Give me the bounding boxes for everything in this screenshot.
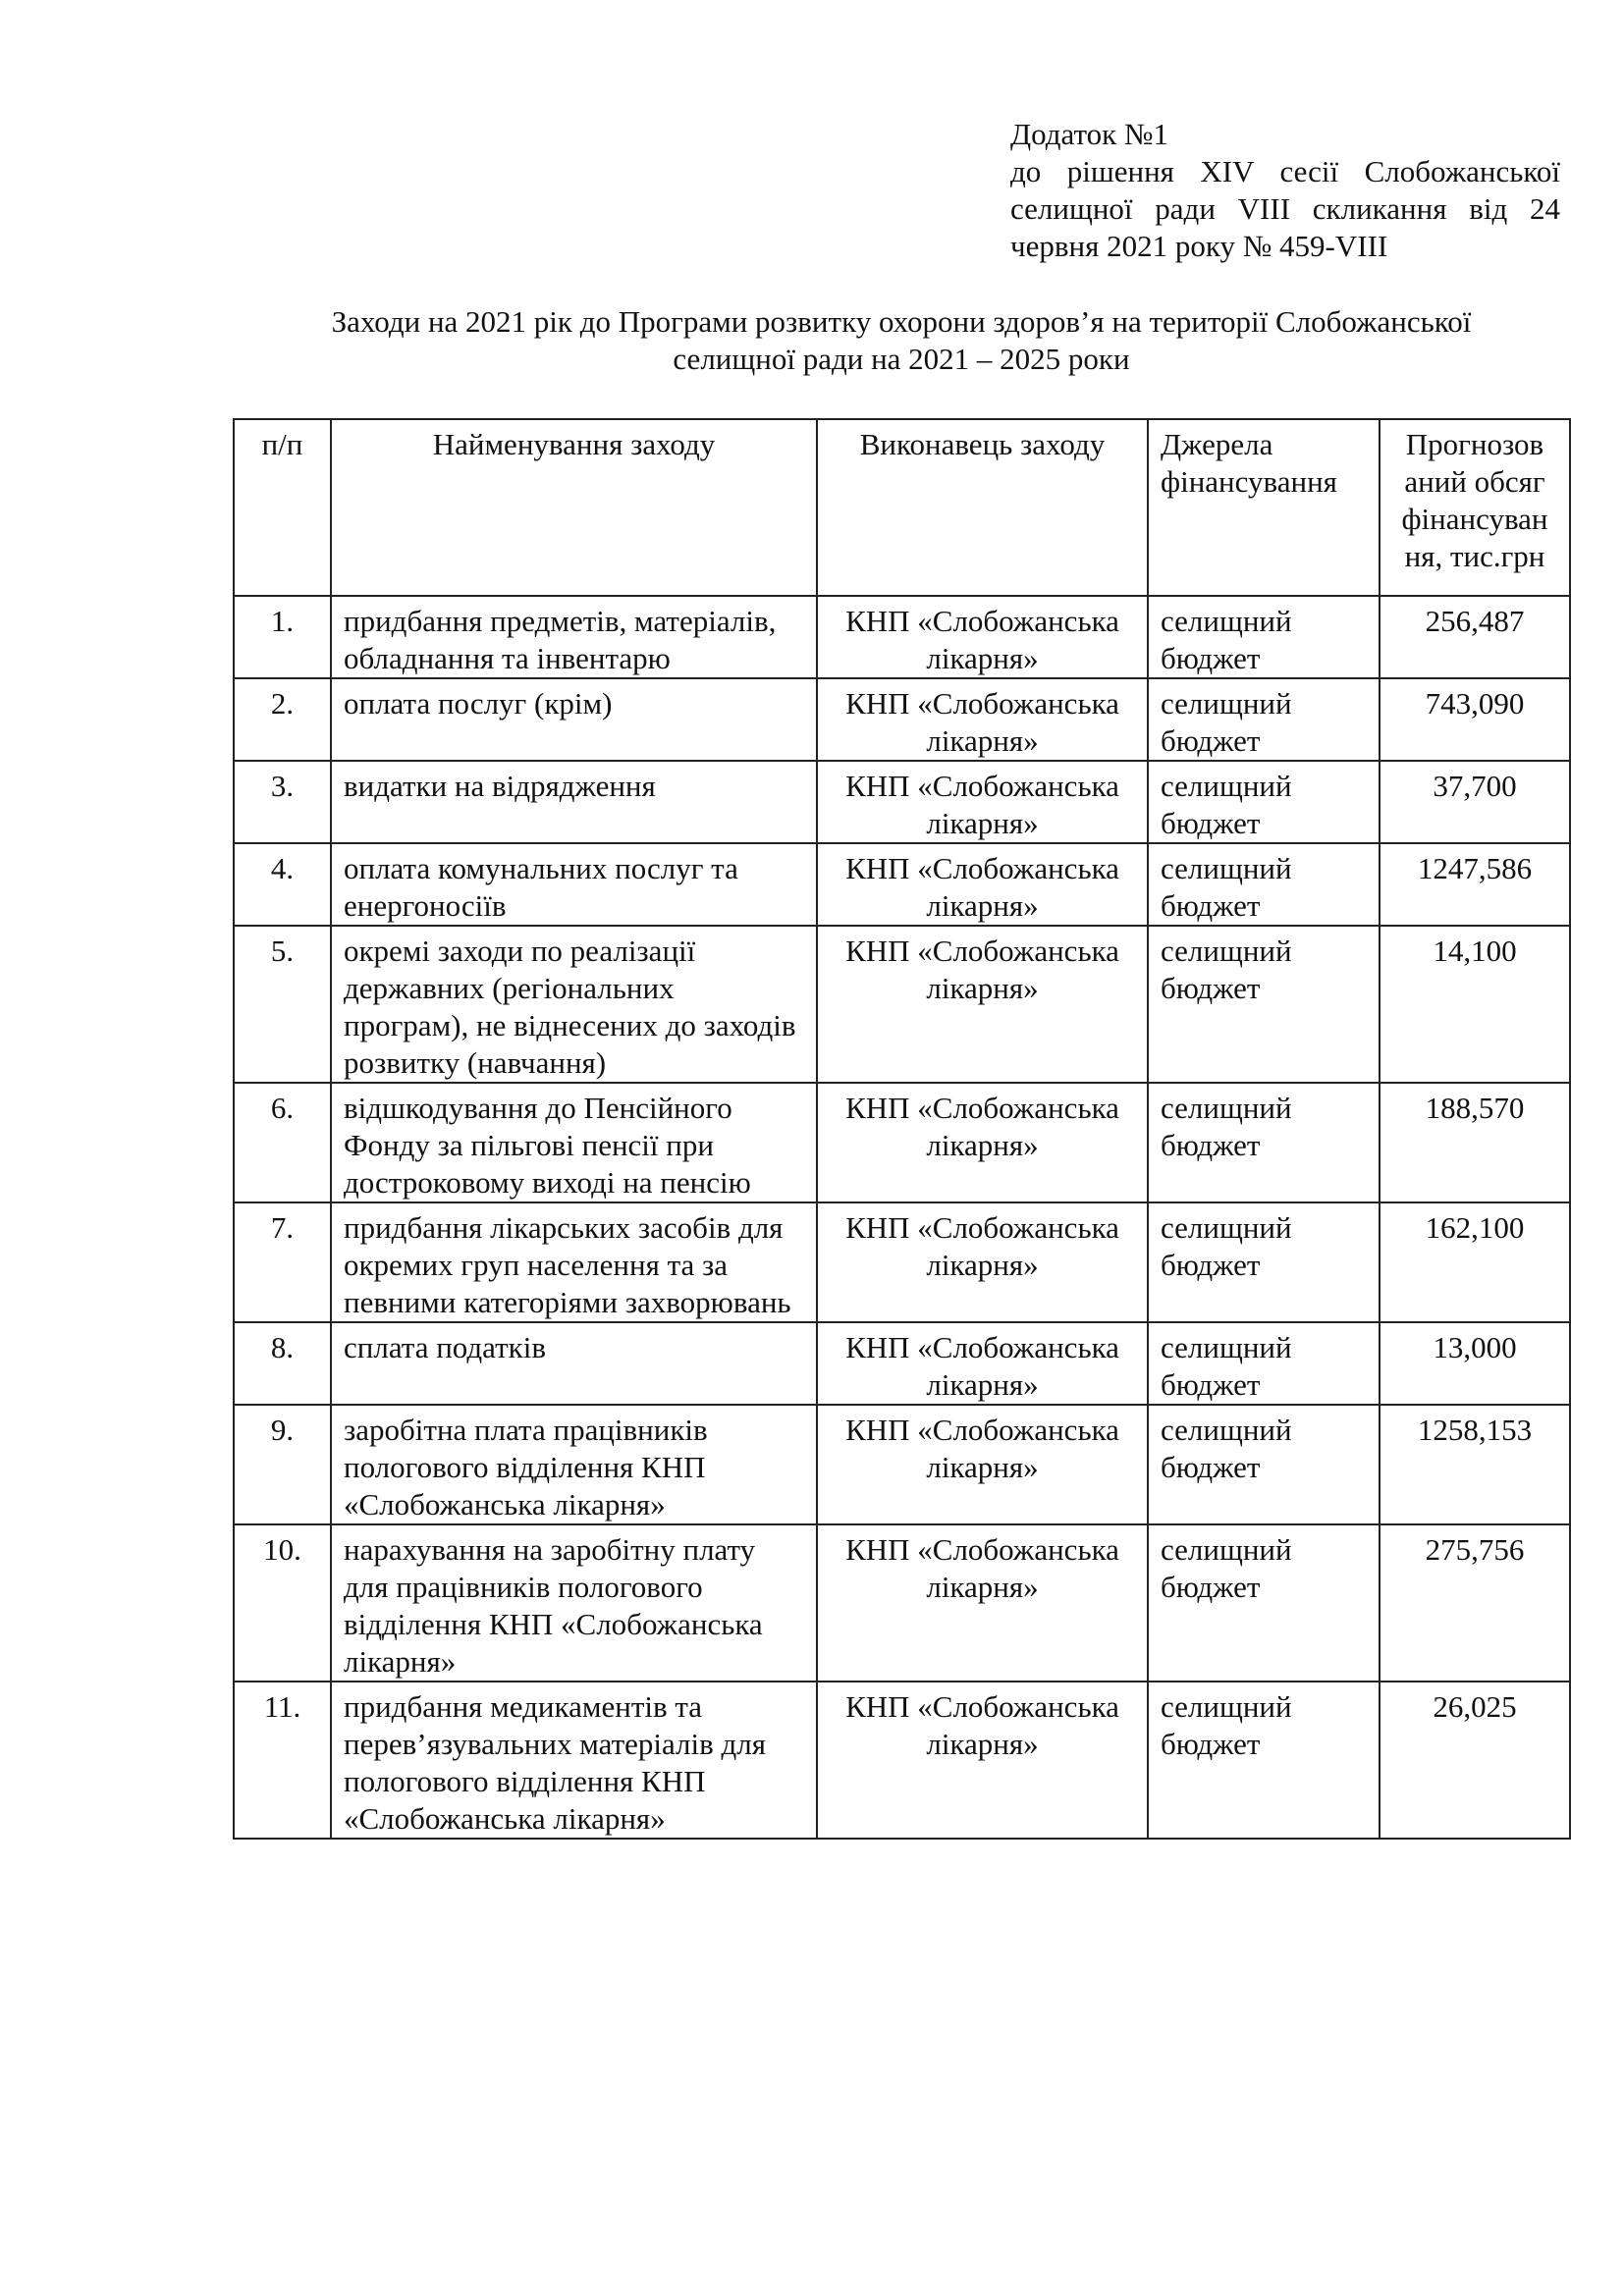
table-row [234, 596, 1570, 678]
row-executor: КНП «Слобожанська лікарня» [817, 1202, 1148, 1322]
row-source: селищний бюджет [1148, 843, 1380, 926]
row-executor: КНП «Слобожанська лікарня» [817, 1405, 1148, 1524]
row-source: селищний бюджет [1148, 596, 1380, 678]
row-executor: КНП «Слобожанська лікарня» [817, 926, 1148, 1083]
row-num: 3. [234, 761, 331, 843]
row-amount: 14,100 [1380, 926, 1570, 1083]
row-amount: 37,700 [1380, 761, 1570, 843]
row-executor: КНП «Слобожанська лікарня» [817, 678, 1148, 761]
row-source: селищний бюджет [1148, 1524, 1380, 1682]
row-executor: КНП «Слобожанська лікарня» [817, 1524, 1148, 1682]
row-name: придбання лікарських засобів для окремих груп населення та за певними категоріями захворювань [331, 1202, 817, 1322]
table-row [234, 1524, 1570, 1682]
row-num: 6. [234, 1083, 331, 1202]
row-num: 9. [234, 1405, 331, 1524]
row-amount: 13,000 [1380, 1322, 1570, 1405]
row-num: 1. [234, 596, 331, 678]
row-num: 4. [234, 843, 331, 926]
row-amount: 162,100 [1380, 1202, 1570, 1322]
row-num: 5. [234, 926, 331, 1083]
header-num: п/п [234, 419, 331, 596]
row-source: селищний бюджет [1148, 1322, 1380, 1405]
row-num: 11. [234, 1682, 331, 1839]
row-amount: 743,090 [1380, 678, 1570, 761]
row-name: оплата комунальних послуг та енергоносіїв [331, 843, 817, 926]
row-source: селищний бюджет [1148, 1202, 1380, 1322]
table-row [234, 1202, 1570, 1322]
row-name: відшкодування до Пенсійного Фонду за пільгові пенсії при достроковому виході на пенсію [331, 1083, 817, 1202]
table-row [234, 1083, 1570, 1202]
row-amount: 1258,153 [1380, 1405, 1570, 1524]
row-executor: КНП «Слобожанська лікарня» [817, 843, 1148, 926]
addendum-date-line: червня 2021 року № 459-VIII [1010, 229, 1388, 263]
row-name: сплата податків [331, 1322, 817, 1405]
row-executor: КНП «Слобожанська лікарня» [817, 1682, 1148, 1839]
row-amount: 26,025 [1380, 1682, 1570, 1839]
document-title-line-1: Заходи на 2021 рік до Програми розвитку охорони здоров’я на території Слобожанської [331, 304, 1472, 339]
row-name: заробітна плата працівників пологового відділення КНП «Слобожанська лікарня» [331, 1405, 817, 1524]
row-source: селищний бюджет [1148, 1405, 1380, 1524]
addendum-title: Додаток №1 [1010, 117, 1169, 151]
header-executor: Виконавець заходу [817, 419, 1148, 596]
row-num: 8. [234, 1322, 331, 1405]
table-row [234, 1682, 1570, 1839]
row-name: нарахування на заробітну плату для працівників пологового відділення КНП «Слобожанська лікарня» [331, 1524, 817, 1682]
document-title [234, 303, 1569, 378]
table-row [234, 678, 1570, 761]
row-amount: 256,487 [1380, 596, 1570, 678]
row-num: 2. [234, 678, 331, 761]
row-source: селищний бюджет [1148, 678, 1380, 761]
table-header-row [234, 419, 1570, 596]
row-amount: 1247,586 [1380, 843, 1570, 926]
row-name: придбання предметів, матеріалів, обладнання та інвентарю [331, 596, 817, 678]
row-executor: КНП «Слобожанська лікарня» [817, 1322, 1148, 1405]
addendum-decision-line: до рішення XIV сесії Слобожанської [1010, 154, 1560, 188]
row-num: 10. [234, 1524, 331, 1682]
row-amount: 275,756 [1380, 1524, 1570, 1682]
table-row [234, 1322, 1570, 1405]
row-executor: КНП «Слобожанська лікарня» [817, 596, 1148, 678]
header-name: Найменування заходу [331, 419, 817, 596]
header-source: Джерела фінансування [1148, 419, 1380, 596]
row-source: селищний бюджет [1148, 1682, 1380, 1839]
row-source: селищний бюджет [1148, 761, 1380, 843]
table-row [234, 1405, 1570, 1524]
row-source: селищний бюджет [1148, 1083, 1380, 1202]
row-name: окремі заходи по реалізації державних (регіональних програм), не віднесених до заходів розвитку (навчання) [331, 926, 817, 1083]
row-name: придбання медикаментів та перев’язувальних матеріалів для пологового відділення КНП «Слобожанська лікарня» [331, 1682, 817, 1839]
addendum-council-line: селищної ради VIII скликання від 24 [1010, 191, 1560, 226]
row-executor: КНП «Слобожанська лікарня» [817, 761, 1148, 843]
table-row [234, 843, 1570, 926]
row-amount: 188,570 [1380, 1083, 1570, 1202]
measures-table [233, 418, 1571, 1840]
document-title-line-2: селищної ради на 2021 – 2025 роки [673, 342, 1130, 376]
row-num: 7. [234, 1202, 331, 1322]
header-amount: Прогнозов аний обсяг фінансуван ня, тис.грн [1380, 419, 1570, 596]
table-row [234, 761, 1570, 843]
row-name: видатки на відрядження [331, 761, 817, 843]
addendum-block [1010, 116, 1560, 265]
row-name: оплата послуг (крім) [331, 678, 817, 761]
row-source: селищний бюджет [1148, 926, 1380, 1083]
row-executor: КНП «Слобожанська лікарня» [817, 1083, 1148, 1202]
table-row [234, 926, 1570, 1083]
